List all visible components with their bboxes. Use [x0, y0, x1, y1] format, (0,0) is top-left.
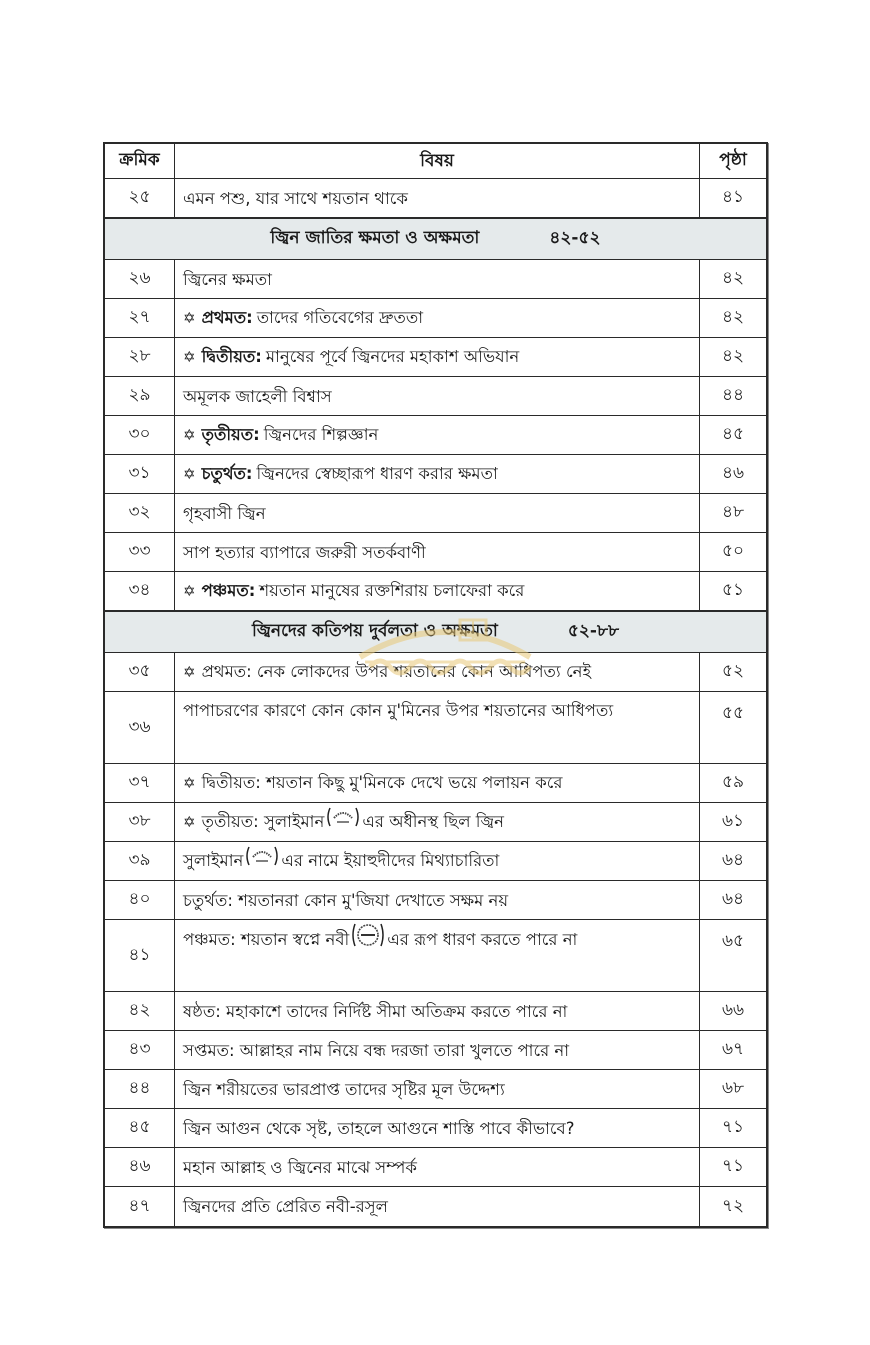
toc-entry[interactable] — [105, 992, 766, 1031]
toc-entry[interactable] — [105, 494, 766, 533]
entry-page: ৪৬ — [721, 463, 745, 483]
entry-title — [175, 572, 700, 610]
header-serial: ক্রমিক — [105, 144, 175, 178]
entry-title — [175, 1109, 700, 1147]
entry-text: জ্বিনদের শিল্পজ্ঞান — [263, 425, 379, 444]
entry-lead: পঞ্চমত: — [201, 581, 256, 600]
entry-title — [175, 416, 700, 454]
toc-entry[interactable] — [105, 881, 766, 920]
entry-title — [175, 338, 700, 376]
entry-title — [175, 299, 700, 337]
entry-text: জ্বিনদের প্রতি প্রেরিত নবী-রসূল — [183, 1197, 388, 1216]
entry-title — [175, 455, 700, 493]
entry-title — [175, 494, 700, 532]
entry-text: পাপাচরণের কারণে কোন কোন মু'মিনের উপর শয়তানের আধিপত্য — [183, 701, 614, 720]
entry-serial: ২৮ — [105, 338, 175, 376]
entry-page: ৪২ — [721, 268, 745, 288]
entry-text: অমূলক জাহেলী বিশ্বাস — [183, 386, 332, 406]
entry-text: গৃহবাসী জ্বিন — [183, 503, 266, 523]
entry-lead: প্রথমত: — [201, 308, 253, 327]
entry-text-after: এর অধীনস্থ ছিল জ্বিন — [362, 812, 504, 831]
entry-text: মানুষের পূর্বে জ্বিনদের মহাকাশ অভিযান — [265, 347, 520, 366]
alayhis-salam-icon — [245, 845, 279, 878]
toc-entry[interactable] — [105, 533, 766, 572]
entry-page: ৫১ — [721, 580, 745, 600]
star-of-david-icon: ✡ — [183, 582, 196, 600]
toc-entry[interactable] — [105, 377, 766, 416]
entry-serial: ৪২ — [105, 992, 175, 1030]
entry-page: ৫৯ — [721, 772, 745, 792]
entry-serial: ৪৪ — [105, 1070, 175, 1108]
entry-serial: ২৬ — [105, 260, 175, 298]
toc-entry[interactable] — [105, 1187, 766, 1226]
entry-serial: ৩৬ — [105, 692, 175, 763]
entry-page: ৭২ — [721, 1195, 745, 1216]
entry-text: সাপ হত্যার ব্যাপারে জরুরী সতর্কবাণী — [183, 542, 426, 562]
entry-title — [175, 260, 700, 298]
entry-page: ৪১ — [721, 187, 745, 207]
toc-entry[interactable] — [105, 692, 766, 764]
entry-serial: ৩০ — [105, 416, 175, 454]
toc-entry[interactable] — [105, 455, 766, 494]
entry-text: দ্বিতীয়ত: শয়তান কিছু মু'মিনকে দেখে ভয়ে পলায়ন করে — [201, 773, 563, 792]
entry-serial: ২৫ — [105, 179, 175, 217]
entry-page: ৬৪ — [721, 889, 745, 909]
entry-serial: ৩৩ — [105, 533, 175, 571]
toc-entry[interactable] — [105, 920, 766, 992]
entry-text: জ্বিনদের স্বেচ্ছারূপ ধারণ করার ক্ষমতা — [256, 464, 498, 483]
entry-text: মহান আল্লাহ ও জ্বিনের মাঝে সম্পর্ক — [183, 1157, 417, 1177]
entry-text: জ্বিনের ক্ষমতা — [183, 269, 272, 289]
entry-page: ৬৭ — [721, 1039, 745, 1059]
entry-serial: ৪৬ — [105, 1148, 175, 1186]
toc-rows — [105, 179, 766, 1226]
entry-page: ৪২ — [721, 346, 745, 366]
star-of-david-icon: ✡ — [183, 465, 196, 483]
toc-entry[interactable] — [105, 260, 766, 299]
entry-title — [175, 1031, 700, 1069]
entry-title — [175, 1187, 700, 1226]
entry-title — [175, 992, 700, 1030]
entry-page: ৪৫ — [721, 424, 745, 444]
entry-text: জ্বিন আগুন থেকে সৃষ্ট, তাহলে আগুনে শাস্তি পাবে কীভাবে? — [183, 1118, 575, 1138]
entry-title — [175, 377, 700, 415]
entry-text: তাদের গতিবেগের দ্রুততা — [256, 308, 424, 327]
entry-title — [175, 1070, 700, 1108]
entry-page: ৬৪ — [721, 850, 745, 870]
entry-serial: ৪১ — [105, 920, 175, 991]
header-page: পৃষ্ঠা — [719, 150, 747, 170]
star-of-david-icon: ✡ — [183, 426, 196, 444]
toc-entry[interactable] — [105, 653, 766, 692]
entry-text-after: এর রূপ ধারণ করতে পারে না — [387, 930, 578, 949]
entry-serial: ৩১ — [105, 455, 175, 493]
star-of-david-icon: ✡ — [183, 813, 196, 831]
toc-entry[interactable] — [105, 299, 766, 338]
entry-page: ৬৬ — [721, 1000, 745, 1020]
entry-title — [175, 179, 700, 217]
star-of-david-icon: ✡ — [183, 663, 196, 681]
entry-text: ষষ্ঠত: মহাকাশে তাদের নির্দিষ্ট সীমা অতিক্রম করতে পারে না — [183, 1001, 568, 1021]
entry-title — [175, 920, 700, 991]
entry-text-after: এর নামে ইয়াহুদীদের মিথ্যাচারিতা — [281, 851, 500, 870]
entry-title — [175, 533, 700, 571]
entry-serial: ৪৫ — [105, 1109, 175, 1147]
entry-serial: ৩২ — [105, 494, 175, 532]
entry-text: জ্বিন শরীয়তের ভারপ্রাপ্ত তাদের সৃষ্টির মূল উদ্দেশ্য — [183, 1079, 505, 1099]
entry-page: ৭১ — [721, 1156, 745, 1176]
star-of-david-icon: ✡ — [183, 348, 196, 366]
entry-title — [175, 764, 700, 802]
entry-title — [175, 803, 700, 841]
entry-title — [175, 1148, 700, 1186]
entry-page: ৫০ — [721, 541, 745, 561]
entry-page: ৬৫ — [721, 931, 745, 951]
entry-page: ৬১ — [721, 811, 745, 831]
entry-title — [175, 842, 700, 880]
entry-serial: ২৯ — [105, 377, 175, 415]
entry-text: শয়তান মানুষের রক্তশিরায় চলাফেরা করে — [259, 581, 525, 600]
entry-lead: তৃতীয়ত: — [201, 425, 260, 444]
table-header — [105, 144, 766, 179]
star-of-david-icon: ✡ — [183, 309, 196, 327]
alayhis-salam-icon — [326, 806, 360, 839]
entry-text: চতুর্থত: শয়তানরা কোন মু'জিযা দেখাতে সক্ষম নয় — [183, 890, 509, 910]
toc-entry[interactable] — [105, 572, 766, 611]
entry-serial: ৩৫ — [105, 653, 175, 691]
entry-serial: ৩৭ — [105, 764, 175, 802]
section-header — [105, 611, 766, 653]
entry-page: ৬৮ — [721, 1078, 745, 1098]
entry-page: ৭১ — [721, 1117, 745, 1137]
entry-serial: ৪৩ — [105, 1031, 175, 1069]
entry-text: প্রথমত: নেক লোকদের উপর শয়তানের কোন আধিপত্য নেই — [201, 662, 592, 681]
entry-title — [175, 692, 700, 763]
entry-text: পঞ্চমত: শয়তান স্বপ্নে নবী — [183, 930, 350, 949]
section-title: জ্বিনদের কতিপয় দুর্বলতা ও অক্ষমতা — [251, 621, 498, 641]
entry-title — [175, 653, 700, 691]
header-subject: বিষয় — [175, 144, 700, 178]
entry-title — [175, 881, 700, 919]
section-page-range: ৫২-৮৮ — [567, 621, 620, 641]
entry-lead: দ্বিতীয়ত: — [201, 347, 262, 366]
toc-entry[interactable] — [105, 803, 766, 842]
toc-entry[interactable] — [105, 338, 766, 377]
entry-serial: ৩৪ — [105, 572, 175, 610]
sallallahu-alayhi-wasallam-icon — [351, 922, 385, 959]
entry-serial: ৩৮ — [105, 803, 175, 841]
entry-text: সপ্তমত: আল্লাহর নাম নিয়ে বন্ধ দরজা তারা খুলতে পারে না — [183, 1040, 570, 1060]
toc-entry[interactable] — [105, 764, 766, 803]
table-of-contents — [103, 142, 768, 1228]
toc-entry[interactable] — [105, 1109, 766, 1148]
star-of-david-icon: ✡ — [183, 774, 196, 792]
toc-entry[interactable] — [105, 842, 766, 881]
toc-entry[interactable] — [105, 1070, 766, 1109]
toc-entry[interactable] — [105, 1148, 766, 1187]
entry-text: সুলাইমান — [183, 851, 244, 870]
entry-text: এমন পশু, যার সাথে শয়তান থাকে — [183, 188, 408, 208]
section-page-range: ৪২-৫২ — [549, 228, 601, 248]
entry-page: ৫৫ — [721, 703, 745, 723]
entry-page: ৪৮ — [721, 502, 745, 522]
toc-entry[interactable] — [105, 1031, 766, 1070]
entry-serial: ৩৯ — [105, 842, 175, 880]
entry-page: ৫২ — [721, 661, 745, 681]
entry-page: ৪৪ — [721, 385, 745, 405]
entry-text: তৃতীয়ত: সুলাইমান — [201, 812, 325, 831]
entry-serial: ৪০ — [105, 881, 175, 919]
section-header — [105, 218, 766, 260]
toc-entry[interactable] — [105, 416, 766, 455]
entry-serial: ৪৭ — [105, 1187, 175, 1226]
entry-lead: চতুর্থত: — [201, 464, 253, 483]
entry-serial: ২৭ — [105, 299, 175, 337]
section-title: জ্বিন জাতির ক্ষমতা ও অক্ষমতা — [270, 228, 480, 248]
toc-entry[interactable] — [105, 179, 766, 218]
entry-page: ৪২ — [721, 307, 745, 327]
